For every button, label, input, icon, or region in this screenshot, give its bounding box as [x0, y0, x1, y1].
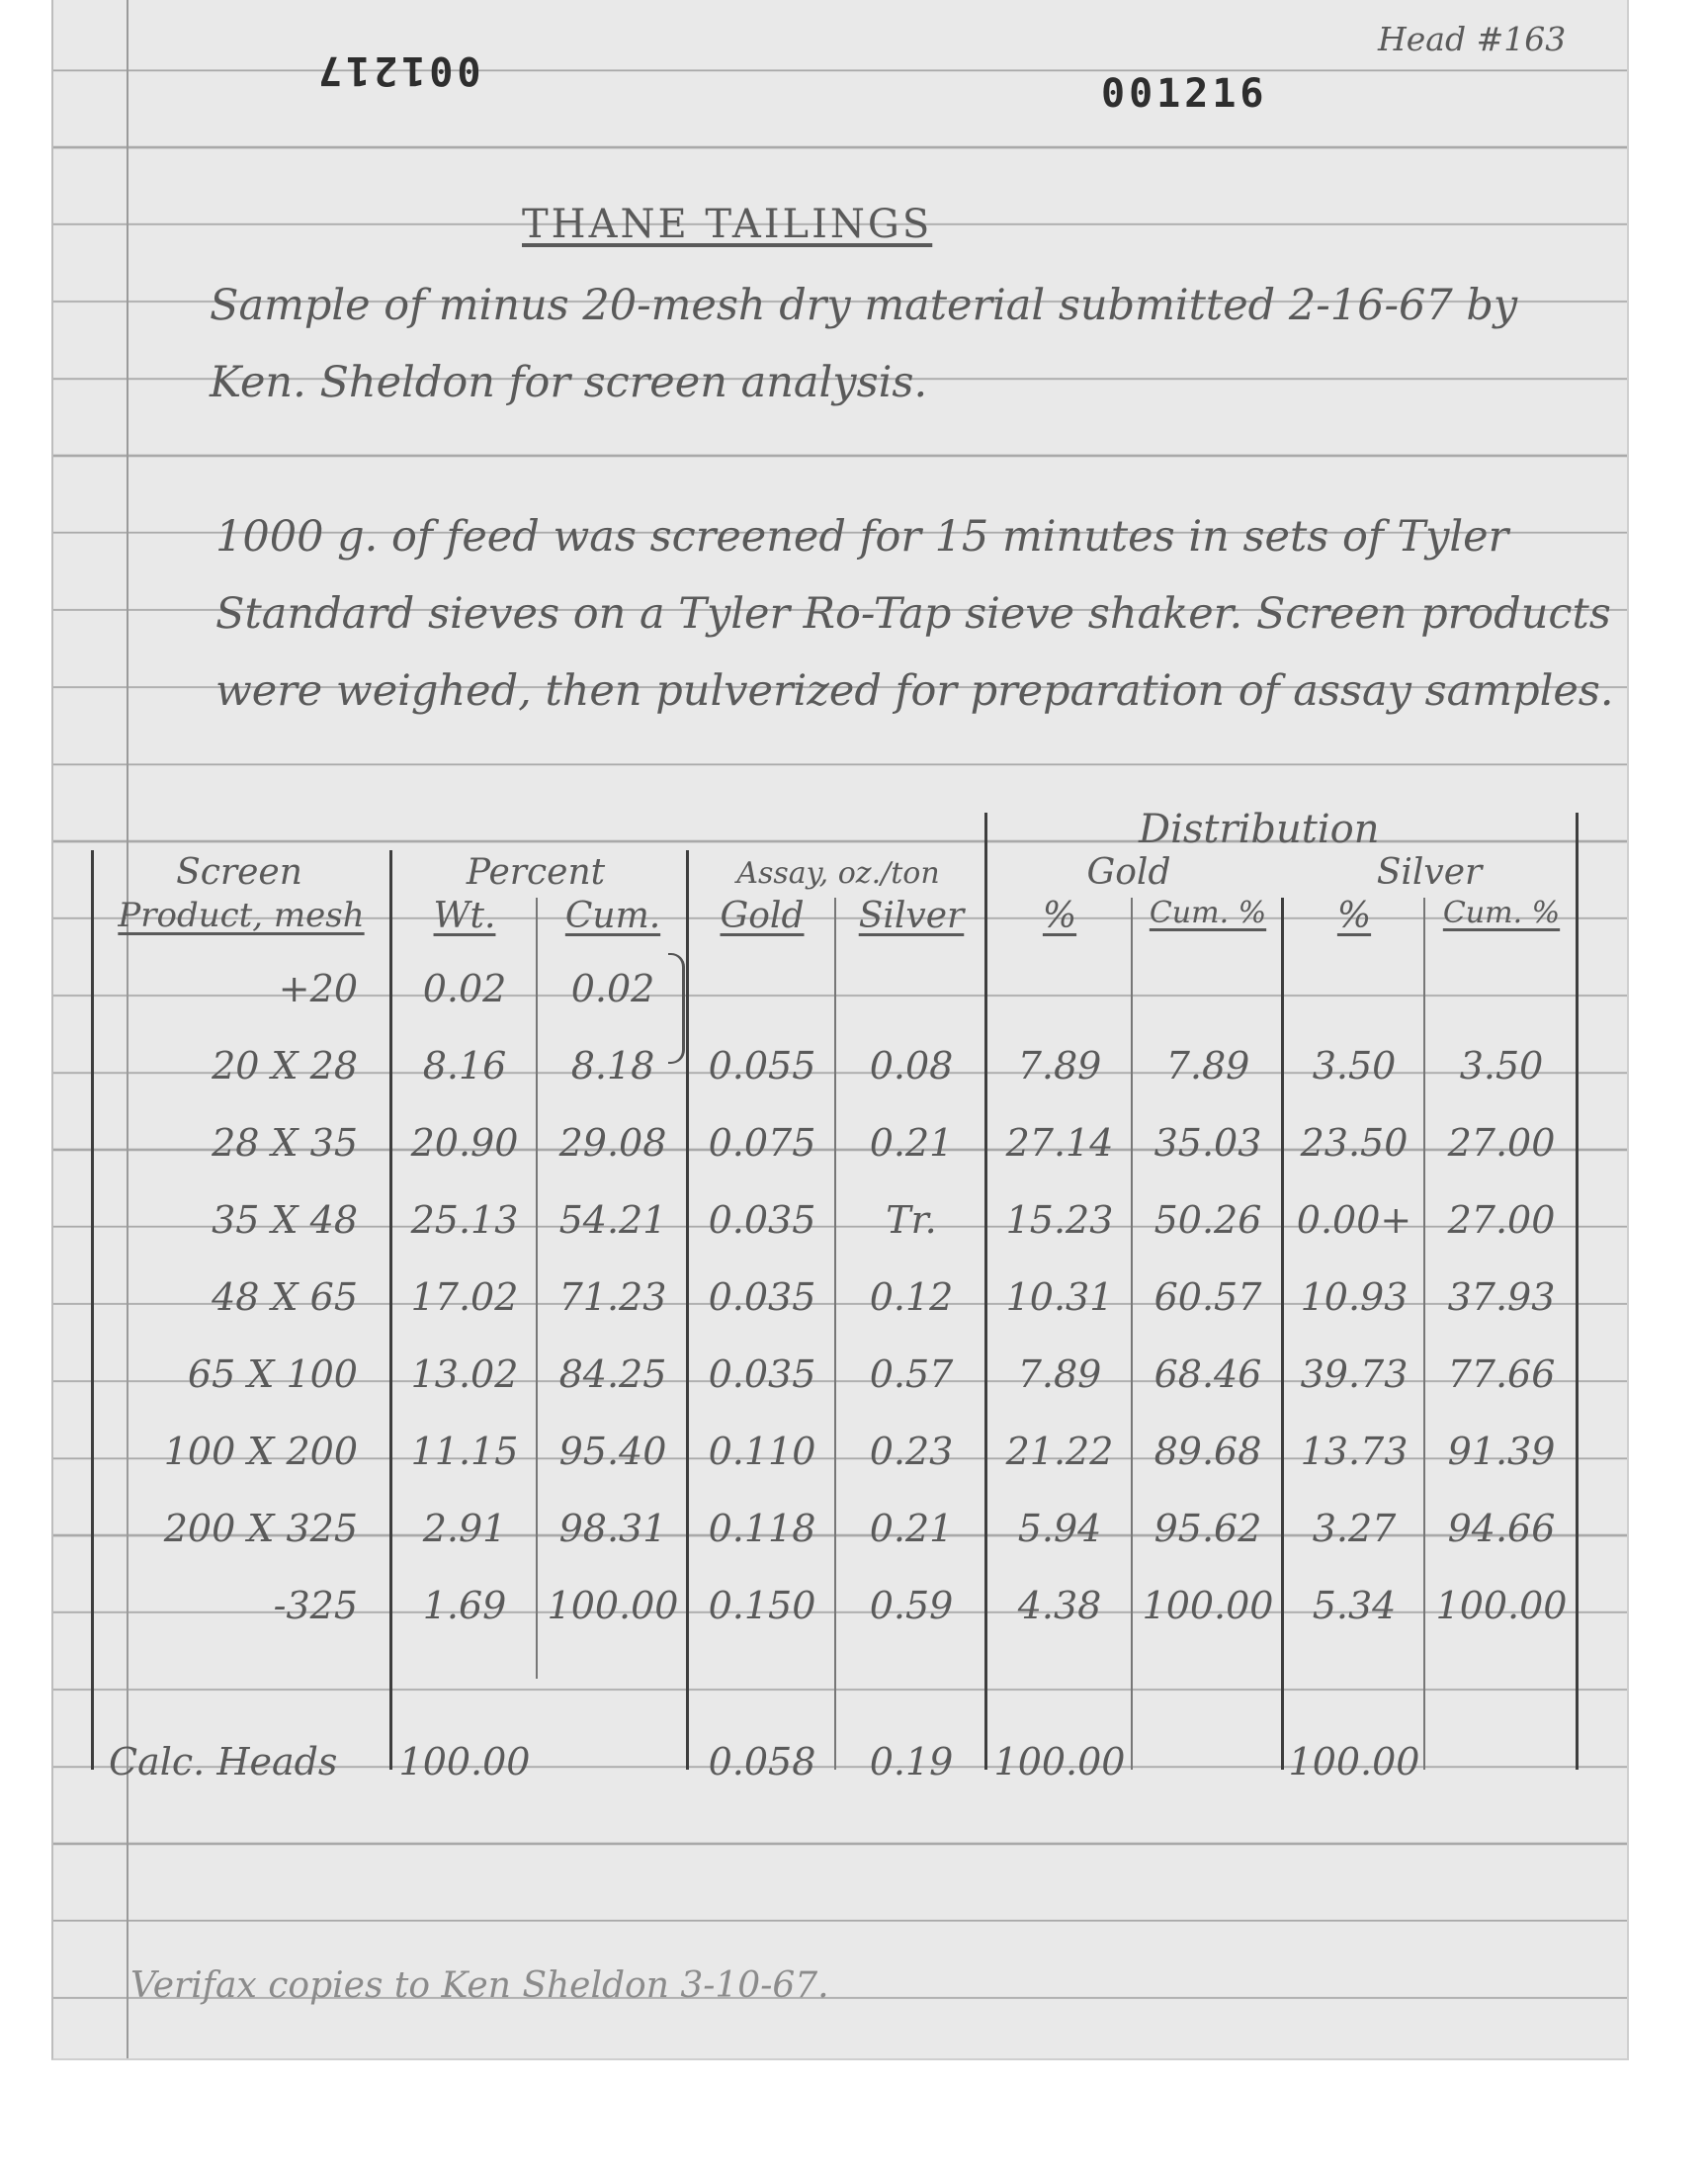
cell-gold-cum: 35.03: [1153, 1121, 1262, 1165]
cell-silver-cum: 77.66: [1447, 1352, 1556, 1396]
cell-silver-cum: 27.00: [1447, 1121, 1556, 1165]
gold-group-header: Gold: [1086, 852, 1171, 893]
cell-cum: 98.31: [558, 1507, 667, 1550]
cell-wt: 25.13: [410, 1198, 519, 1242]
table-rule: [686, 850, 689, 1770]
col-header-gold-pct: %: [1042, 896, 1077, 936]
calc-heads-assay-gold: 0.058: [708, 1740, 816, 1784]
table-rule: [1576, 813, 1579, 1770]
cell-gold-pct: 7.89: [1017, 1352, 1102, 1396]
col-header-product: Product, mesh: [118, 896, 365, 935]
col-header-assay-silver: Silver: [858, 896, 965, 936]
screen-analysis-table: [91, 807, 1580, 1784]
cell-assay-silver: 0.23: [869, 1430, 954, 1473]
cell-wt: 11.15: [410, 1430, 519, 1473]
cell-silver-pct: 3.50: [1312, 1044, 1397, 1088]
cell-cum: 54.21: [558, 1198, 667, 1242]
col-header-wt: Wt.: [433, 896, 496, 936]
table-rule: [984, 813, 987, 1770]
cell-gold-pct: 15.23: [1005, 1198, 1114, 1242]
calc-heads-label: Calc. Heads: [109, 1740, 338, 1784]
cell-cum: 95.40: [558, 1430, 667, 1473]
cell-silver-cum: 94.66: [1447, 1507, 1556, 1550]
screen-group-header: Screen: [176, 852, 302, 893]
col-header-assay-gold: Gold: [720, 896, 805, 936]
cell-gold-pct: 5.94: [1017, 1507, 1102, 1550]
cell-mesh: 65 X 100: [187, 1352, 358, 1396]
stamp-number-right: 001216: [1101, 71, 1268, 117]
col-header-silver-pct: %: [1336, 896, 1372, 936]
cell-wt: 2.91: [422, 1507, 507, 1550]
cell-cum: 71.23: [558, 1275, 667, 1319]
cell-silver-cum: 91.39: [1447, 1430, 1556, 1473]
cell-gold-cum: 60.57: [1153, 1275, 1262, 1319]
cell-assay-silver: 0.59: [869, 1584, 954, 1627]
percent-group-header: Percent: [466, 852, 606, 893]
cell-gold-pct: 27.14: [1005, 1121, 1114, 1165]
cell-wt: 13.02: [410, 1352, 519, 1396]
cell-assay-gold: 0.150: [708, 1584, 816, 1627]
cell-gold-cum: 100.00: [1142, 1584, 1274, 1627]
method-paragraph: 1000 g. of feed was screened for 15 minutes in sets of Tyler Standard sieves on a Tyler Ro-Tap sieve shaker. Screen products were weighed, then pulverized for preparation of assay samples.: [215, 512, 1614, 716]
table-rule: [1131, 898, 1133, 1770]
cell-cum: 8.18: [570, 1044, 655, 1088]
distribution-header: Distribution: [1139, 807, 1380, 852]
silver-group-header: Silver: [1376, 852, 1483, 893]
col-header-cum: Cum.: [564, 896, 661, 936]
cell-cum: 84.25: [558, 1352, 667, 1396]
cell-silver-pct: 13.73: [1300, 1430, 1409, 1473]
cell-mesh: 200 X 325: [163, 1507, 358, 1550]
col-header-gold-cum: Cum. %: [1149, 896, 1267, 930]
cell-assay-silver: 0.57: [869, 1352, 954, 1396]
cell-cum: 100.00: [547, 1584, 679, 1627]
cell-silver-pct: 23.50: [1300, 1121, 1409, 1165]
cell-silver-cum: 3.50: [1459, 1044, 1544, 1088]
cell-wt: 1.69: [422, 1584, 507, 1627]
cell-assay-silver: 0.12: [869, 1275, 954, 1319]
table-rule: [389, 850, 392, 1770]
cell-assay-gold: 0.035: [708, 1352, 816, 1396]
cell-assay-gold: 0.075: [708, 1121, 816, 1165]
stamp-number-left: 001217: [314, 47, 481, 93]
head-note: Head #163: [1378, 20, 1567, 58]
calc-heads-assay-silver: 0.19: [869, 1740, 954, 1784]
intro-paragraph: Sample of minus 20-mesh dry material submitted 2-16-67 by Ken. Sheldon for screen analysis.: [210, 281, 1518, 407]
calc-heads-silver-pct: 100.00: [1288, 1740, 1420, 1784]
table-rule: [536, 898, 538, 1679]
assay-group-header: Assay, oz./ton: [736, 856, 940, 891]
cell-gold-pct: 4.38: [1017, 1584, 1102, 1627]
calc-heads-wt: 100.00: [398, 1740, 531, 1784]
cell-wt: 17.02: [410, 1275, 519, 1319]
cell-mesh: 20 X 28: [212, 1044, 358, 1088]
cell-silver-pct: 3.27: [1312, 1507, 1397, 1550]
cell-assay-gold: 0.035: [708, 1198, 816, 1242]
calc-heads-gold-pct: 100.00: [993, 1740, 1126, 1784]
table-rule: [834, 898, 836, 1770]
cell-gold-cum: 7.89: [1165, 1044, 1250, 1088]
cell-mesh: 48 X 65: [212, 1275, 358, 1319]
cell-assay-silver: 0.21: [869, 1507, 954, 1550]
cell-gold-cum: 95.62: [1153, 1507, 1262, 1550]
cell-assay-gold: 0.118: [708, 1507, 816, 1550]
cell-silver-pct: 39.73: [1300, 1352, 1409, 1396]
cell-assay-silver: 0.21: [869, 1121, 954, 1165]
cell-mesh: +20: [278, 967, 358, 1010]
cell-mesh: -325: [273, 1584, 358, 1627]
cell-assay-gold: 0.035: [708, 1275, 816, 1319]
cell-assay-gold: 0.110: [708, 1430, 816, 1473]
cell-silver-cum: 100.00: [1435, 1584, 1568, 1627]
cell-wt: 0.02: [422, 967, 507, 1010]
cell-mesh: 28 X 35: [212, 1121, 358, 1165]
cell-silver-cum: 27.00: [1447, 1198, 1556, 1242]
cell-silver-cum: 37.93: [1447, 1275, 1556, 1319]
cell-silver-pct: 10.93: [1300, 1275, 1409, 1319]
col-header-silver-cum: Cum. %: [1442, 896, 1561, 930]
cell-assay-silver: 0.08: [869, 1044, 954, 1088]
cell-gold-cum: 50.26: [1153, 1198, 1262, 1242]
page-title: THANE TAILINGS: [522, 202, 933, 247]
cell-cum: 29.08: [558, 1121, 667, 1165]
cell-wt: 20.90: [410, 1121, 519, 1165]
cell-gold-pct: 7.89: [1017, 1044, 1102, 1088]
cell-wt: 8.16: [422, 1044, 507, 1088]
cell-silver-pct: 0.00+: [1296, 1198, 1412, 1242]
cell-assay-gold: 0.055: [708, 1044, 816, 1088]
cell-gold-pct: 10.31: [1005, 1275, 1114, 1319]
cell-cum: 0.02: [570, 967, 655, 1010]
cell-assay-silver: Tr.: [886, 1198, 937, 1242]
footer-note: Verifax copies to Ken Sheldon 3-10-67.: [130, 1965, 829, 2006]
cell-silver-pct: 5.34: [1312, 1584, 1397, 1627]
cell-gold-cum: 68.46: [1153, 1352, 1262, 1396]
table-rule: [1281, 898, 1284, 1770]
cell-gold-cum: 89.68: [1153, 1430, 1262, 1473]
cell-mesh: 35 X 48: [212, 1198, 358, 1242]
cell-mesh: 100 X 200: [163, 1430, 358, 1473]
table-rule: [91, 850, 94, 1770]
table-rule: [1423, 898, 1425, 1770]
cell-gold-pct: 21.22: [1005, 1430, 1114, 1473]
